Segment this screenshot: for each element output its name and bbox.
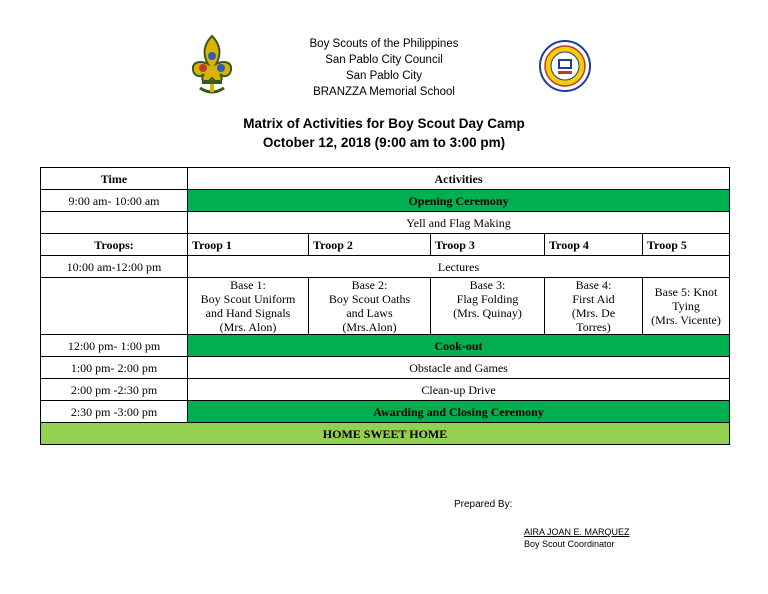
activity-cell: Awarding and Closing Ceremony	[188, 401, 730, 423]
document-title: Matrix of Activities for Boy Scout Day Camp	[243, 116, 525, 131]
base-line: (Mrs. Quinay)	[453, 306, 522, 320]
troops-row	[41, 234, 730, 256]
coordinator-name: AIRA JOAN E. MARQUEZ	[524, 527, 630, 537]
activity-cell: Obstacle and Games	[188, 357, 730, 379]
troop-header: Troop 2	[309, 234, 431, 256]
time-cell: 2:00 pm -2:30 pm	[41, 379, 188, 401]
time-cell	[41, 212, 188, 234]
time-cell: 1:00 pm- 2:00 pm	[41, 357, 188, 379]
coordinator-role: Boy Scout Coordinator	[524, 539, 615, 549]
time-cell: 10:00 am-12:00 pm	[41, 256, 188, 278]
base-line: Base 1:	[230, 278, 266, 292]
base-cell	[643, 278, 730, 335]
table-row	[41, 335, 730, 357]
troops-label: Troops:	[41, 234, 188, 256]
time-header: Time	[41, 168, 188, 190]
activity-cell: Clean-up Drive	[188, 379, 730, 401]
time-cell: 12:00 pm- 1:00 pm	[41, 335, 188, 357]
base-line: (Mrs.Alon)	[342, 320, 397, 334]
base-line: Torres)	[576, 320, 611, 334]
base-line: Base 4:	[575, 278, 612, 292]
table-row	[41, 357, 730, 379]
letterhead	[0, 36, 768, 100]
base-cell	[431, 278, 545, 335]
troop-header: Troop 4	[545, 234, 643, 256]
time-cell: 9:00 am- 10:00 am	[41, 190, 188, 212]
home-sweet-home: HOME SWEET HOME	[41, 423, 730, 445]
base-line: (Mrs. De	[571, 306, 616, 320]
table-row	[41, 190, 730, 212]
troop-header: Troop 5	[643, 234, 730, 256]
footer-row	[41, 423, 730, 445]
table-row	[41, 379, 730, 401]
org-name: Boy Scouts of the Philippines	[309, 38, 459, 50]
activity-cell: Lectures	[188, 256, 730, 278]
base-line: Tying	[672, 299, 700, 313]
base-line: Base 5: Knot	[654, 285, 718, 299]
activity-cell: Cook-out	[188, 335, 730, 357]
base-line: and Hand Signals	[205, 306, 291, 320]
base-line: First Aid	[572, 292, 615, 306]
base-line: (Mrs. Vicente)	[651, 313, 721, 327]
base-line: Base 2:	[351, 278, 388, 292]
city-name: San Pablo City	[345, 70, 423, 82]
troop-header: Troop 1	[188, 234, 309, 256]
base-line: (Mrs. Alon)	[219, 320, 277, 334]
school-name: BRANZZA Memorial School	[313, 86, 455, 98]
activities-matrix	[40, 167, 730, 445]
time-cell	[41, 278, 188, 335]
document-date: October 12, 2018 (9:00 am to 3:00 pm)	[262, 135, 506, 150]
time-cell: 2:30 pm -3:00 pm	[41, 401, 188, 423]
prepared-by-label: Prepared By:	[454, 499, 513, 510]
table-row	[41, 401, 730, 423]
table-row	[41, 256, 730, 278]
base-line: Boy Scout Oaths	[328, 292, 411, 306]
bases-row	[41, 278, 730, 335]
base-cell	[309, 278, 431, 335]
troop-header: Troop 3	[431, 234, 545, 256]
activity-cell: Yell and Flag Making	[188, 212, 730, 234]
activities-header: Activities	[188, 168, 730, 190]
base-line: Flag Folding	[456, 292, 519, 306]
signature-block	[524, 526, 630, 550]
base-line: and Laws	[346, 306, 393, 320]
base-cell	[188, 278, 309, 335]
council-name: San Pablo City Council	[325, 54, 443, 66]
table-row	[41, 212, 730, 234]
base-line: Base 3:	[469, 278, 506, 292]
base-line: Boy Scout Uniform	[200, 292, 296, 306]
activity-cell: Opening Ceremony	[188, 190, 730, 212]
base-cell	[545, 278, 643, 335]
table-header-row	[41, 168, 730, 190]
